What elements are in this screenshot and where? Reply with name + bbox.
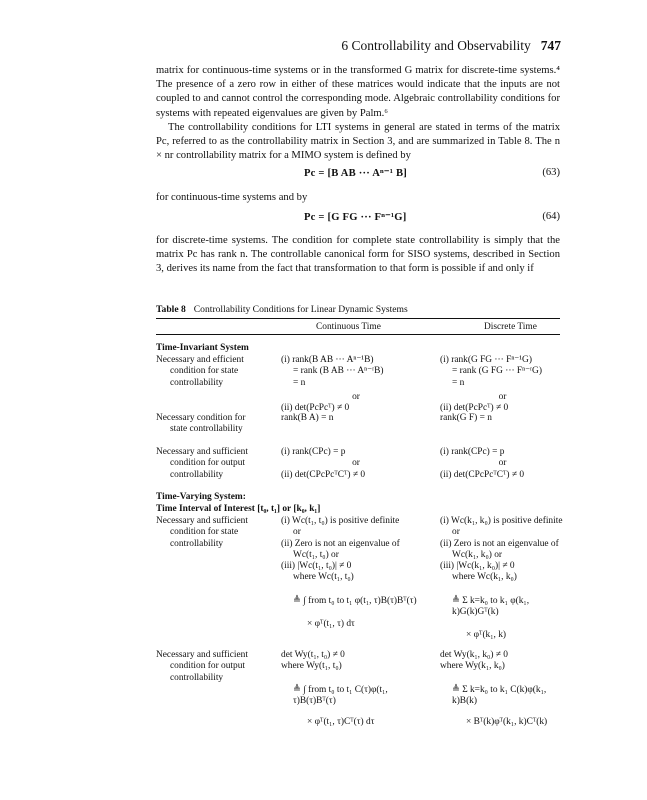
row5-continuous xyxy=(281,650,431,728)
body-paragraphs xyxy=(156,64,560,163)
page-number: 747 xyxy=(540,38,561,53)
row3-dt-or: or xyxy=(498,458,507,469)
row5-label-line3: controllability xyxy=(170,672,224,683)
row5-ct-line2: where Wy(t₁, t₀) xyxy=(281,661,342,672)
equation-63-expression: Pc = [B AB ··· Aⁿ⁻¹ B] xyxy=(304,168,407,179)
equation-63 xyxy=(156,167,560,181)
equation-64 xyxy=(156,211,560,225)
row2-continuous: rank(B A) = n xyxy=(281,413,334,423)
section-title: 6 Controllability and Observability xyxy=(341,38,531,53)
row5-discrete xyxy=(440,650,565,728)
row5-dt-line2: where Wy(k₁, k₀) xyxy=(440,661,505,672)
column-header-continuous: Continuous Time xyxy=(316,322,381,332)
row3-continuous xyxy=(281,447,431,481)
table-caption xyxy=(156,304,408,315)
row5-dt-line4: × Bᵀ(k)φᵀ(k₁, k)Cᵀ(k) xyxy=(466,717,548,728)
row1-label-line2: condition for state xyxy=(170,366,239,377)
row3-ct-line1: (i) rank(CPc) = p xyxy=(281,447,346,457)
row5-label-line1: Necessary and sufficient xyxy=(156,650,248,660)
row4-ct-line6: where Wc(t₁, t₀) xyxy=(293,572,354,583)
paragraph-2: The controllability conditions for LTI systems in general are stated in terms of the matrix Pc, referred to as the controllability matrix in Section 3, and are summarized in Table 8. The n × nr controllability matrix for a MIMO system is defined by xyxy=(156,121,560,162)
table-top-rule xyxy=(156,318,560,319)
row4-dt-line5: (iii) |Wc(k₁, k₀)| ≠ 0 xyxy=(440,561,515,572)
row4-dt-line8: × φᵀ(k₁, k) xyxy=(466,630,507,641)
running-head xyxy=(341,38,561,54)
row3-ct-line3: (ii) det(CPcPcᵀCᵀ) ≠ 0 xyxy=(281,469,366,480)
row1-label-line3: controllability xyxy=(170,377,224,388)
row3-label-line2: condition for output xyxy=(170,458,245,469)
row3-label xyxy=(156,447,274,481)
row4-label xyxy=(156,516,274,550)
section-time-varying: Time-Varying System: xyxy=(156,492,246,502)
row4-dt-line3: (ii) Zero is not an eigenvalue of xyxy=(440,538,559,549)
row5-ct-line4: × φᵀ(t₁, τ)Cᵀ(τ) dτ xyxy=(307,717,375,728)
row4-label-line3: controllability xyxy=(170,538,224,549)
section-time-invariant: Time-Invariant System xyxy=(156,343,249,353)
section-time-interval: Time Interval of Interest [t₀, t₁] or [k₀, k₁] xyxy=(156,504,321,514)
row1-dt-line3: = n xyxy=(452,377,465,388)
row1-label xyxy=(156,355,274,389)
paragraph-3: for discrete-time systems. The condition for complete state controllability is simply that the matrix Pc has rank n. The controllable canonical form for SISO systems, described in Section 3, derives its name from the fact that transformation to that form is possible if and only if xyxy=(156,235,560,275)
row4-ct-integral: ≜ ∫ from t₀ to t₁ φ(t₁, τ)B(τ)Bᵀ(τ) xyxy=(293,595,417,606)
row2-label-line2: state controllability xyxy=(170,424,243,435)
row3-dt-line1: (i) rank(CPc) = p xyxy=(440,447,505,457)
row1-ct-line1: (i) rank(B AB ··· Aⁿ⁻¹B) xyxy=(281,355,374,365)
row4-ct-line1: (i) Wc(t₁, t₀) is positive definite xyxy=(281,516,400,526)
row3-discrete xyxy=(440,447,565,481)
row4-ct-or: or xyxy=(293,527,301,538)
row4-dt-or: or xyxy=(452,527,460,538)
row4-label-line1: Necessary and sufficient xyxy=(156,516,248,526)
row5-label-line2: condition for output xyxy=(170,661,245,672)
row5-label xyxy=(156,650,274,684)
row4-ct-line3: (ii) Zero is not an eigenvalue of xyxy=(281,538,400,549)
table-header-rule xyxy=(156,334,560,335)
equation-64-expression: Pc = [G FG ··· Fⁿ⁻¹G] xyxy=(304,212,407,223)
equation-64-number: (64) xyxy=(542,211,560,222)
row2-label-line1: Necessary condition for xyxy=(156,413,246,423)
row3-label-line1: Necessary and sufficient xyxy=(156,447,248,457)
row4-discrete xyxy=(440,516,565,642)
row1-dt-line2: = rank (G FG ··· Fⁿ⁻ʳG) xyxy=(452,366,542,377)
row1-dt-line5: (ii) det(PcPcᵀ) ≠ 0 xyxy=(440,403,509,414)
row2-label xyxy=(156,413,274,436)
row4-continuous xyxy=(281,516,431,630)
table-label: Table 8 xyxy=(156,304,186,315)
row4-ct-line4: Wc(t₁, t₀) or xyxy=(293,549,339,560)
row3-ct-or: or xyxy=(352,458,360,469)
row1-dt-line1: (i) rank(G FG ··· Fⁿ⁻¹G) xyxy=(440,355,532,365)
row5-ct-line1: det Wy(t₁, t₀) ≠ 0 xyxy=(281,650,345,660)
row5-ct-integral: ≜ ∫ from t₀ to t₁ C(τ)φ(t₁, τ)B(τ)Bᵀ(τ) xyxy=(293,684,388,706)
row1-ct-or: or xyxy=(352,391,360,402)
row1-ct-line3: = n xyxy=(293,377,306,388)
between-equations-text: for continuous-time systems and by xyxy=(156,192,308,203)
row4-ct-line8: × φᵀ(t₁, τ) dτ xyxy=(307,619,355,630)
row1-discrete xyxy=(440,355,565,414)
row2-discrete: rank(G F) = n xyxy=(440,413,492,423)
paragraph-1: matrix for continuous-time systems or in the transformed G matrix for discrete-time systems.⁴ The presence of a zero row in either of these matrices would indicate that the inputs are not coupled to and cannot control the corresponding mode. Algebraic controllability conditions for systems with repeated eigenvalues are given by Palm.⁶ xyxy=(156,65,560,119)
row4-ct-line5: (iii) |Wc(t₁, t₀)| ≠ 0 xyxy=(281,561,352,572)
row1-dt-or: or xyxy=(498,391,507,402)
equation-63-number: (63) xyxy=(542,167,560,178)
row4-dt-sum: ≜ Σ k=k₀ to k₁ φ(k₁, k)G(k)Gᵀ(k) xyxy=(452,595,530,618)
row5-dt-sum: ≜ Σ k=k₀ to k₁ C(k)φ(k₁, k)B(k) xyxy=(452,684,547,706)
row4-dt-line6: where Wc(k₁, k₀) xyxy=(452,572,517,583)
row5-dt-line1: det Wy(k₁, k₀) ≠ 0 xyxy=(440,650,508,660)
row4-dt-line4: Wc(k₁, k₀) or xyxy=(452,549,503,560)
row4-dt-line1: (i) Wc(k₁, k₀) is positive definite xyxy=(440,516,563,526)
row1-ct-line2: = rank (B AB ··· Aⁿ⁻ʳB) xyxy=(293,366,384,377)
column-header-discrete: Discrete Time xyxy=(484,322,537,332)
row4-label-line2: condition for state xyxy=(170,527,239,538)
row1-label-line1: Necessary and efficient xyxy=(156,355,244,365)
row3-dt-line3: (ii) det(CPcPcᵀCᵀ) ≠ 0 xyxy=(440,469,525,480)
row3-label-line3: controllability xyxy=(170,469,224,480)
row1-continuous xyxy=(281,355,431,414)
row1-ct-line5: (ii) det(PcPcᵀ) ≠ 0 xyxy=(281,403,350,414)
table-title: Controllability Conditions for Linear Dynamic Systems xyxy=(193,304,408,315)
